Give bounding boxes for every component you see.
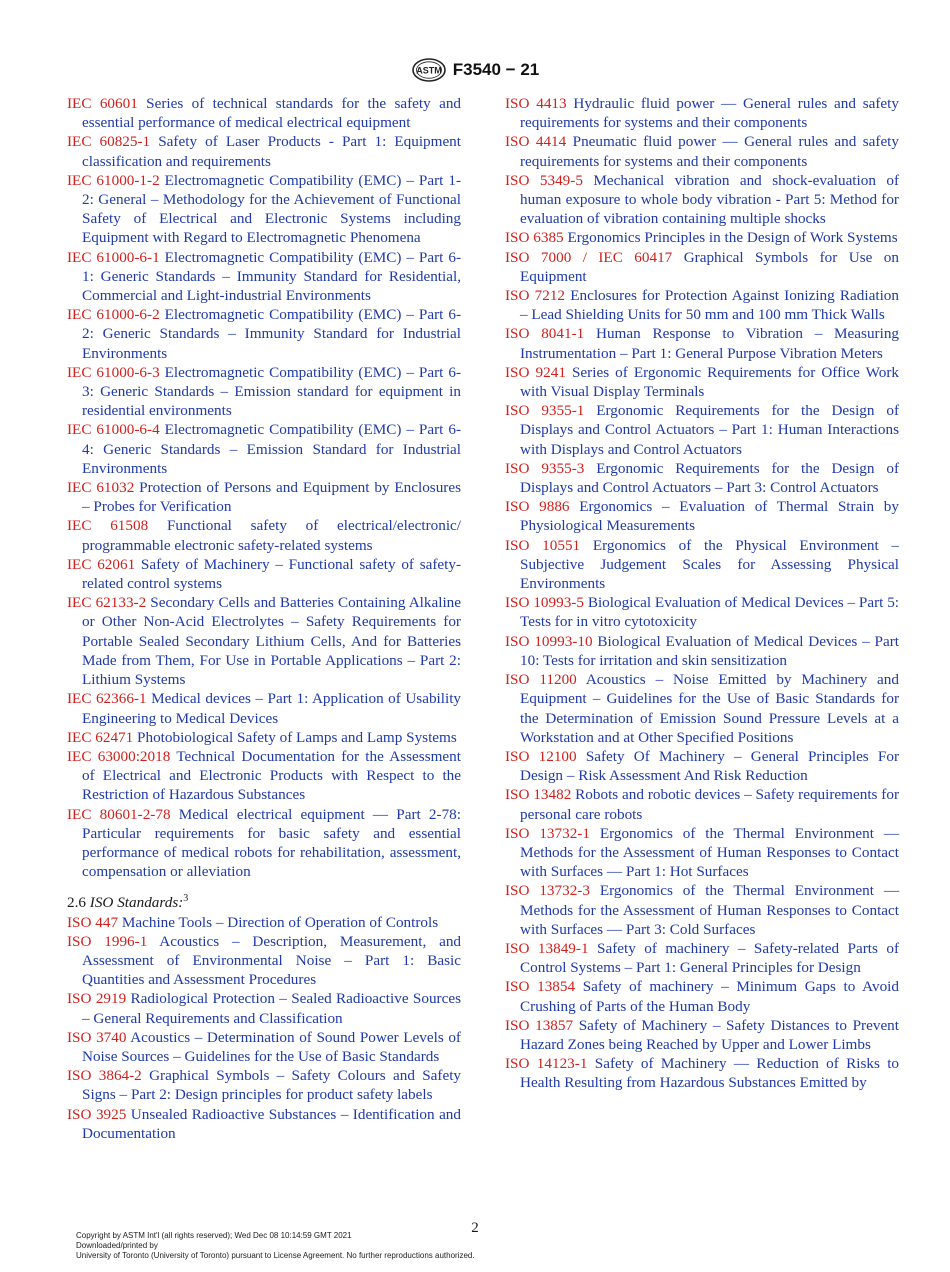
reference-entry <box>505 593 899 631</box>
reference-entry <box>505 248 899 286</box>
standard-code[interactable]: ISO 7212 <box>505 287 566 305</box>
standard-title[interactable]: Pneumatic fluid power — General rules and safety requirements for systems and their components <box>520 133 899 170</box>
standard-title[interactable]: Ergonomic Requirements for the Design of Displays and Control Actuators – Part 3: Control Actuators <box>520 459 899 497</box>
reference-entry <box>67 989 461 1027</box>
svg-text:ASTM: ASTM <box>416 65 442 76</box>
standard-code[interactable]: IEC 62471 <box>67 728 134 746</box>
reference-entry <box>505 171 899 229</box>
standard-title[interactable]: Photobiological Safety of Lamps and Lamp Systems <box>137 728 457 746</box>
reference-entry <box>505 632 899 670</box>
standard-title[interactable]: Technical Documentation for the Assessment of Electrical and Electronic Products with Respect to the Restriction of Hazardous Substances <box>82 747 461 804</box>
standard-code[interactable]: IEC 62366-1 <box>67 690 147 708</box>
standard-title[interactable]: Medical devices – Part 1: Application of Usability Engineering to Medical Devices <box>82 690 462 727</box>
reference-entry <box>505 94 899 132</box>
standard-code[interactable]: ISO 8041-1 <box>505 325 585 343</box>
left-column <box>67 94 461 1143</box>
copyright-footer <box>76 1231 475 1261</box>
reference-entry <box>505 401 899 459</box>
standard-code[interactable]: ISO 13857 <box>505 1016 574 1034</box>
reference-entry <box>505 497 899 535</box>
reference-entry <box>67 305 461 363</box>
reference-entry <box>505 363 899 401</box>
standard-code[interactable]: ISO 5349-5 <box>505 171 583 189</box>
reference-entry <box>505 286 899 324</box>
standard-title[interactable]: Unsealed Radioactive Substances – Identification and Documentation <box>82 1105 461 1142</box>
standard-code[interactable]: ISO 2919 <box>67 990 127 1008</box>
iso-reference-list <box>67 913 461 1143</box>
standard-code[interactable]: ISO 7000 / IEC 60417 <box>505 248 673 266</box>
reference-entry <box>67 689 461 727</box>
standard-title[interactable]: Ergonomics – Evaluation of Thermal Strain by Physiological Measurements <box>520 498 899 535</box>
standard-title[interactable]: Ergonomics of the Thermal Environment — Methods for the Assessment of Human Responses to Contact with Surfaces — Part 3: Cold Surfaces <box>520 882 900 938</box>
standard-code[interactable]: IEC 61000-6-2 <box>67 306 160 324</box>
standard-code[interactable]: ISO 9886 <box>505 498 570 516</box>
astm-logo-icon <box>411 58 447 82</box>
standard-title[interactable]: Medical electrical equipment — Part 2-78: Particular requirements for basic safety and essential performance of medical robots for rehabilitation, assessment, compensation or alleviation <box>82 805 461 881</box>
standard-title[interactable]: Ergonomics Principles in the Design of Work Systems <box>567 229 898 247</box>
standard-code[interactable]: ISO 3864-2 <box>67 1067 142 1085</box>
standard-title[interactable]: Enclosures for Protection Against Ionizing Radiation – Lead Shielding Units for 50 mm and 100 mm Thick Walls <box>520 287 899 324</box>
standard-title[interactable]: Acoustics – Description, Measurement, and Assessment of Environmental Noise – Part 1: Basic Quantities and Assessment Procedures <box>82 932 462 989</box>
standard-code[interactable]: IEC 62061 <box>67 555 136 573</box>
standard-code[interactable]: ISO 14123-1 <box>505 1055 588 1073</box>
iso-reference-list <box>505 94 899 1093</box>
standard-code[interactable]: ISO 3925 <box>67 1105 127 1123</box>
standard-code[interactable]: IEC 60601 <box>67 95 138 112</box>
standard-title[interactable]: Biological Evaluation of Medical Devices – Part 10: Tests for irritation and skin sensitization <box>520 632 899 669</box>
reference-entry <box>505 785 899 823</box>
standard-title[interactable]: Robots and robotic devices – Safety requirements for personal care robots <box>520 786 899 823</box>
standard-code[interactable]: ISO 9355-3 <box>505 459 585 477</box>
reference-entry <box>67 805 461 882</box>
reference-entry <box>505 747 899 785</box>
iec-reference-list <box>67 94 461 881</box>
standard-title[interactable]: Radiological Protection – Sealed Radioactive Sources – General Requirements and Classification <box>82 990 461 1027</box>
standard-title[interactable]: Electromagnetic Compatibility (EMC) – Part 6-2: Generic Standards – Immunity Standard for Industrial Environments <box>82 306 461 362</box>
reference-entry <box>67 248 461 306</box>
reference-entry <box>505 939 899 977</box>
standard-title[interactable]: Safety of machinery – Safety-related Parts of Control Systems – Part 1: General Principles for Design <box>520 939 900 977</box>
reference-entry <box>505 1016 899 1054</box>
standard-code[interactable]: IEC 62133-2 <box>67 594 147 612</box>
standard-title[interactable]: Safety of Laser Products - Part 1: Equipment classification and requirements <box>82 133 461 170</box>
right-column <box>505 94 899 1093</box>
standard-title[interactable]: Biological Evaluation of Medical Devices – Part 5: Tests for in vitro cytotoxicity <box>520 594 900 631</box>
standard-code[interactable]: IEC 61000-6-4 <box>67 421 160 439</box>
standard-code[interactable]: ISO 4413 <box>505 95 567 112</box>
standard-title[interactable]: Graphical Symbols for Use on Equipment <box>520 248 899 285</box>
reference-entry <box>505 324 899 362</box>
reference-entry <box>67 1105 461 1143</box>
standard-title[interactable]: Ergonomic Requirements for the Design of Displays and Control Actuators – Part 1: Human Interactions with Displays and Control Actuators <box>520 402 899 458</box>
standard-title[interactable]: Safety of Machinery — Reduction of Risks to Health Resulting from Hazardous Substances Emitted by <box>520 1055 900 1092</box>
standard-code[interactable]: IEC 61000-6-1 <box>67 248 160 266</box>
standard-code[interactable]: IEC 60825-1 <box>67 133 151 151</box>
standard-code[interactable]: ISO 13482 <box>505 786 572 804</box>
standard-title[interactable]: Safety of machinery – Minimum Gaps to Avoid Crushing of Parts of the Human Body <box>520 978 899 1015</box>
standard-title[interactable]: Mechanical vibration and shock-evaluation of human exposure to whole body vibration - Part 5: Method for evaluation of vibration containing multiple shocks <box>520 171 900 228</box>
document-designation: F3540 − 21 <box>452 60 540 79</box>
reference-entry <box>505 536 899 594</box>
standard-title[interactable]: Ergonomics of the Thermal Environment — Methods for the Assessment of Human Responses to Contact with Surfaces — Part 1: Hot Surfaces <box>520 824 900 881</box>
reference-entry <box>67 913 461 932</box>
reference-entry <box>505 881 899 939</box>
standard-code[interactable]: ISO 1996-1 <box>67 932 148 950</box>
standard-title[interactable]: Secondary Cells and Batteries Containing Alkaline or Other Non-Acid Electrolytes – Safety Requirements for Portable Sealed Secondary Lithium Cells, And for Batteries Made from Them, For Use in Portable Applications – Part 2: Lithium Systems <box>82 594 461 689</box>
standard-code[interactable]: ISO 10993-5 <box>505 594 584 612</box>
reference-entry <box>505 1054 899 1092</box>
reference-entry <box>67 747 461 805</box>
standard-title[interactable]: Series of Ergonomic Requirements for Office Work with Visual Display Terminals <box>520 363 899 401</box>
standard-title[interactable]: Electromagnetic Compatibility (EMC) – Part 6-3: Generic Standards – Emission standard for equipment in residential environments <box>82 363 461 420</box>
reference-entry <box>67 728 461 747</box>
standard-code[interactable]: ISO 13849-1 <box>505 939 589 957</box>
reference-entry <box>67 593 461 689</box>
standard-code[interactable]: ISO 11200 <box>505 671 577 689</box>
reference-entry <box>505 670 899 747</box>
standard-title[interactable]: Safety Of Machinery – General Principles For Design – Risk Assessment And Risk Reduction <box>520 747 899 785</box>
section-heading: 2.6 ISO Standards:$^3$ <box>67 893 189 912</box>
reference-entry <box>67 132 461 170</box>
standard-code[interactable]: ISO 10993-10 <box>505 632 593 650</box>
standard-title[interactable]: Safety of Machinery – Functional safety of safety-related control systems <box>82 555 462 593</box>
standard-title[interactable]: Human Response to Vibration – Measuring Instrumentation – Part 1: General Purpose Vibration Meters <box>520 325 900 362</box>
page-number: 2 <box>471 1220 479 1236</box>
standard-title[interactable]: Machine Tools – Direction of Operation of Controls <box>121 913 439 931</box>
standard-code[interactable]: ISO 3740 <box>67 1028 127 1046</box>
standard-code[interactable]: ISO 12100 <box>505 747 577 765</box>
footer-line: University of Toronto (University of Toronto) pursuant to License Agreement. No further reproductions authorized. <box>76 1251 475 1260</box>
standard-code[interactable]: ISO 13732-1 <box>505 824 590 842</box>
standard-code[interactable]: IEC 61032 <box>67 479 135 497</box>
standard-title[interactable]: Electromagnetic Compatibility (EMC) – Part 1-2: General – Methodology for the Achievement of Functional Safety of Electrical and Electronic Systems including Equipment with Regard to Electromagnetic Phenomena <box>82 171 461 247</box>
standard-code[interactable]: ISO 10551 <box>505 536 581 554</box>
reference-entry <box>67 555 461 593</box>
standard-title[interactable]: Acoustics – Determination of Sound Power Levels of Noise Sources – Guidelines for the Use of Basic Standards <box>82 1028 461 1066</box>
standard-code[interactable]: ISO 13732-3 <box>505 882 590 900</box>
page-header <box>0 58 950 82</box>
standard-code[interactable]: IEC 61000-1-2 <box>67 171 160 189</box>
standard-code[interactable]: ISO 447 <box>67 913 119 931</box>
reference-entry <box>505 132 899 170</box>
reference-entry <box>67 363 461 421</box>
standard-title[interactable]: Acoustics – Noise Emitted by Machinery and Equipment – Guidelines for the Use of Basic Standards for the Determination of Emission Sound Pressure Levels at a Workstation and at Other Specified Positions <box>520 671 899 746</box>
standard-code[interactable]: IEC 61508 <box>67 517 149 535</box>
reference-entry <box>67 516 461 554</box>
standard-title[interactable]: Ergonomics of the Physical Environment – Subjective Judgement Scales for Assessing Physical Environments <box>520 536 899 593</box>
reference-entry <box>505 977 899 1015</box>
reference-entry <box>67 171 461 248</box>
reference-entry <box>67 932 461 990</box>
standard-title[interactable]: Hydraulic fluid power — General rules and safety requirements for systems and their components <box>520 95 899 132</box>
standard-code[interactable]: ISO 13854 <box>505 978 576 996</box>
reference-entry <box>67 420 461 478</box>
standard-code[interactable]: IEC 61000-6-3 <box>67 363 160 381</box>
reference-entry <box>67 94 461 132</box>
standard-code[interactable]: ISO 9355-1 <box>505 402 585 420</box>
reference-entry <box>505 824 899 882</box>
standard-code[interactable]: ISO 4414 <box>505 133 567 151</box>
standard-code[interactable]: IEC 63000:2018 <box>67 747 171 765</box>
standard-title[interactable]: Series of technical standards for the safety and essential performance of medical electrical equipment <box>82 95 462 132</box>
reference-entry <box>505 228 899 247</box>
standard-title[interactable]: Safety of Machinery – Safety Distances to Prevent Hazard Zones being Reached by Upper and Lower Limbs <box>520 1016 899 1053</box>
reference-entry <box>67 1066 461 1104</box>
standard-title[interactable]: Functional safety of electrical/electronic/ programmable electronic safety-related systems <box>82 517 462 554</box>
footer-line: Downloaded/printed by <box>76 1241 158 1250</box>
standard-code[interactable]: IEC 80601-2-78 <box>67 805 171 823</box>
standard-code[interactable]: ISO 6385 <box>505 229 564 247</box>
footer-line: Copyright by ASTM Int'l (all rights reserved); Wed Dec 08 10:14:59 GMT 2021 <box>76 1231 352 1240</box>
reference-entry <box>67 478 461 516</box>
standard-code[interactable]: ISO 9241 <box>505 363 566 381</box>
standard-title[interactable]: Protection of Persons and Equipment by Enclosures – Probes for Verification <box>82 479 462 516</box>
standard-title[interactable]: Electromagnetic Compatibility (EMC) – Part 6-1: Generic Standards – Immunity Standard for Residential, Commercial and Light-industrial Environments <box>82 248 461 305</box>
standard-title[interactable]: Graphical Symbols – Safety Colours and Safety Signs – Part 2: Design principles for product safety labels <box>82 1067 462 1104</box>
reference-entry <box>67 1028 461 1066</box>
reference-entry <box>505 459 899 497</box>
standard-title[interactable]: Electromagnetic Compatibility (EMC) – Part 6-4: Generic Standards – Emission Standard for Industrial Environments <box>82 421 461 477</box>
